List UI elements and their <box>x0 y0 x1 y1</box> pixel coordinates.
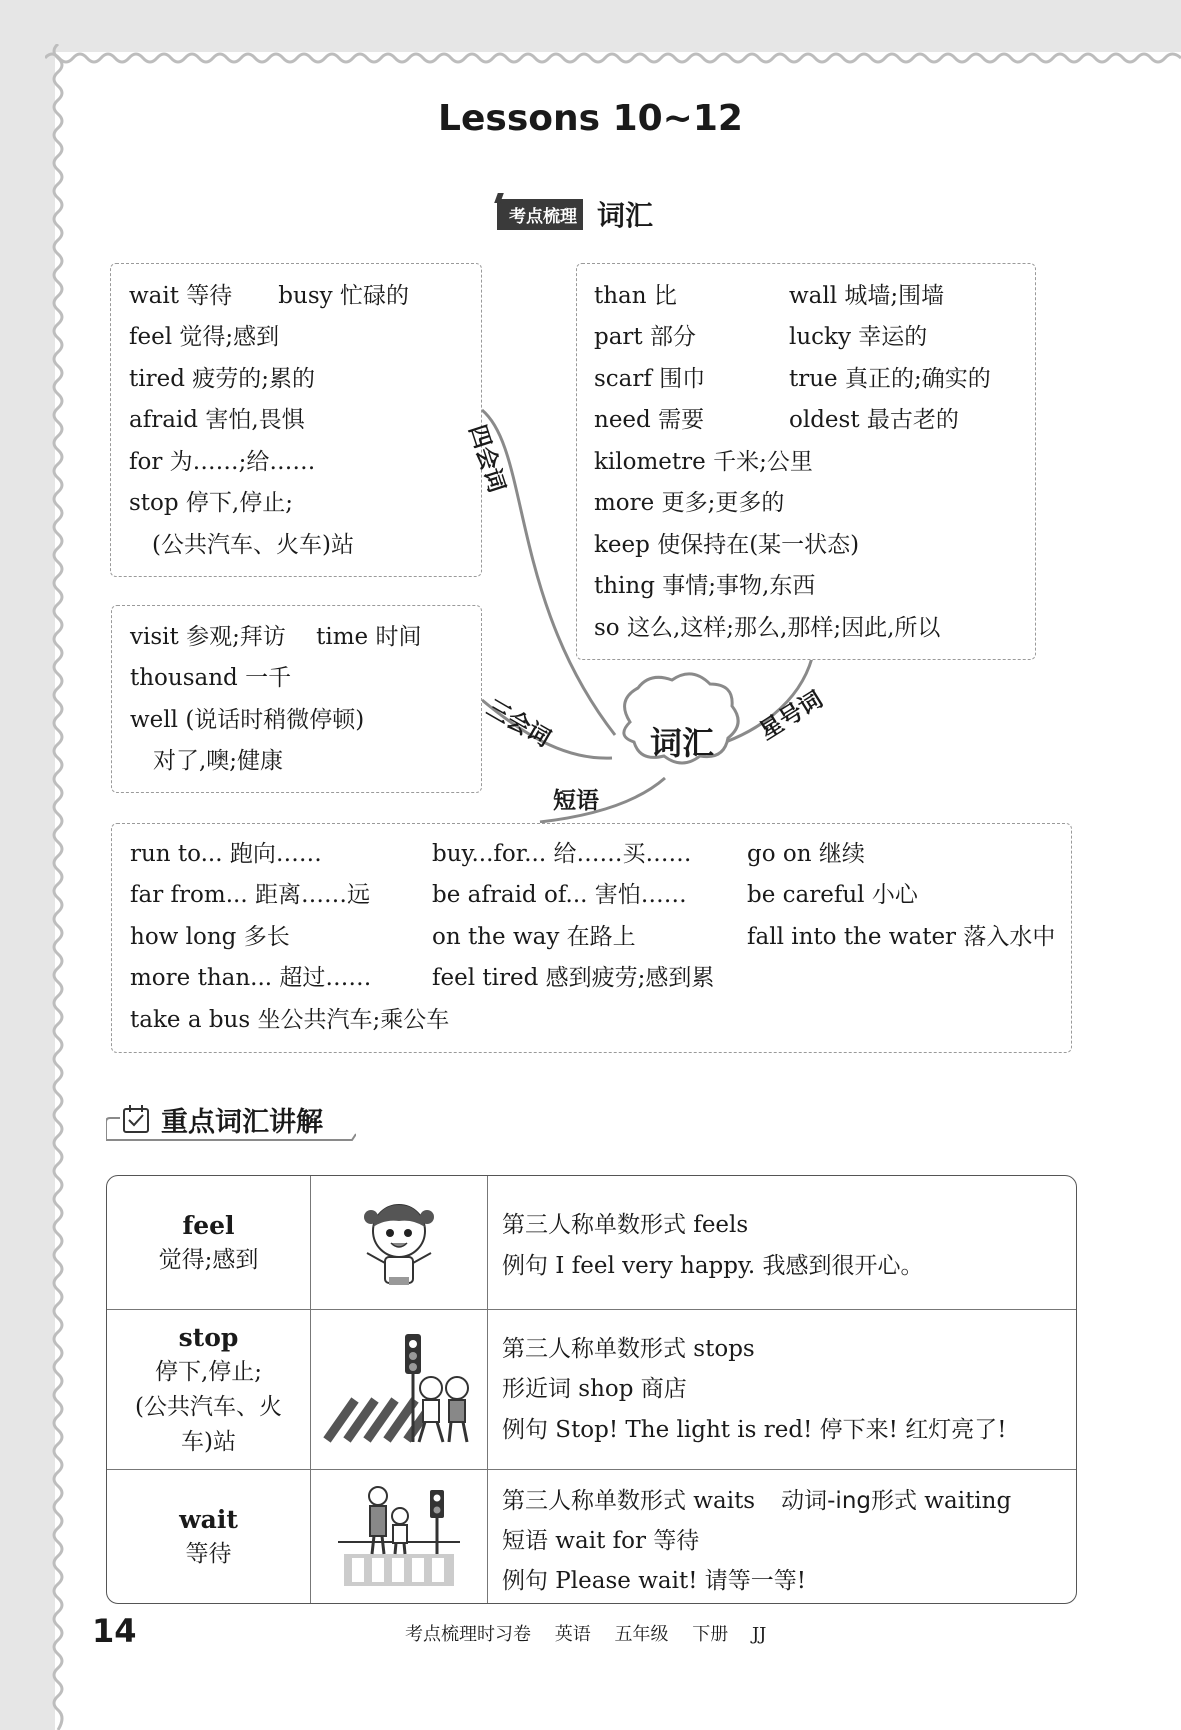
vocab-line: more 更多;更多的 <box>594 490 785 516</box>
vocab-line: thing 事情;事物,东西 <box>594 573 816 599</box>
info-line <box>502 1482 1011 1515</box>
word-cell <box>107 1310 311 1469</box>
footer-edition: JJ <box>751 1624 767 1645</box>
info-text: Please wait! 请等一等! <box>548 1568 806 1594</box>
girl-feeling-happy-illustration <box>349 1193 449 1293</box>
info-text: stops <box>686 1336 755 1362</box>
word-meaning: 停下,停止; <box>154 1358 263 1385</box>
info-label: 例句 <box>502 1568 548 1594</box>
word-cell <box>107 1470 311 1603</box>
vocab-line: lucky 幸运的 <box>789 324 928 350</box>
word-meaning: 等待 <box>185 1540 232 1567</box>
vocab-line: afraid 害怕,畏惧 <box>129 407 305 433</box>
info-text: waiting <box>917 1488 1012 1514</box>
vocab-line: wall 城墙;围墙 <box>789 283 945 309</box>
branch-label-four-skill: 四会词 <box>463 421 510 496</box>
info-label: 第三人称单数形式 <box>502 1336 686 1362</box>
phrase-line: on the way 在路上 <box>432 924 636 950</box>
vocab-line: visit 参观;拜访 time 时间 <box>130 624 422 650</box>
vocab-line: wait 等待 busy 忙碌的 <box>129 283 409 309</box>
branch-label-star: 星号词 <box>755 686 828 746</box>
vocab-line: well (说话时稍微停顿) <box>130 707 365 733</box>
info-label: 短语 <box>502 1528 548 1554</box>
info-cell <box>502 1310 1072 1469</box>
word-english: feel <box>182 1210 235 1240</box>
section-badge: 考点梳理 <box>497 199 583 230</box>
footer-info <box>405 1620 784 1646</box>
vocab-line: 对了,噢;健康 <box>130 748 284 774</box>
crosswalk-traffic-light-illustration <box>319 1330 479 1450</box>
vocab-line: (公共汽车、火车)站 <box>129 532 354 558</box>
picture-cell <box>311 1176 488 1309</box>
word-meaning: 车)站 <box>181 1428 236 1455</box>
vocab-line: so 这么,这样;那么,那样;因此,所以 <box>594 615 941 641</box>
vocab-row-feel <box>107 1176 1076 1310</box>
phrase-line: more than... 超过…… <box>130 965 372 991</box>
page-title: Lessons 10~12 <box>438 98 743 139</box>
phrase-line: feel tired 感到疲劳;感到累 <box>432 965 715 991</box>
word-english: stop <box>178 1322 239 1352</box>
info-line <box>502 1370 687 1403</box>
picture-cell <box>311 1470 488 1603</box>
phrase-line: be afraid of... 害怕…… <box>432 882 687 908</box>
phrase-line: far from... 距离……远 <box>130 882 370 908</box>
footer-grade: 五年级 <box>614 1624 669 1645</box>
info-line <box>502 1411 1006 1444</box>
branch-label-three-skill: 三会词 <box>482 695 555 753</box>
vocab-line: stop 停下,停止; <box>129 490 293 516</box>
footer-subject: 英语 <box>554 1624 591 1645</box>
box-four-skill-words <box>110 263 482 577</box>
vocab-line: keep 使保持在(某一状态) <box>594 532 860 558</box>
info-text: wait for 等待 <box>548 1528 700 1554</box>
footer-book: 考点梳理时习卷 <box>405 1624 531 1645</box>
vocab-line: true 真正的;确实的 <box>789 366 991 392</box>
calendar-check-icon <box>122 1104 150 1134</box>
info-text: shop 商店 <box>571 1376 687 1402</box>
vocab-line: need 需要 <box>594 407 705 433</box>
info-line <box>502 1206 748 1239</box>
vocab-row-stop <box>107 1310 1076 1470</box>
vocab-line: thousand 一千 <box>130 665 292 691</box>
info-cell <box>502 1470 1072 1603</box>
info-text: waits <box>686 1488 756 1514</box>
info-line <box>502 1522 699 1555</box>
phrase-line: run to... 跑向…… <box>130 841 322 867</box>
picture-cell <box>311 1310 488 1469</box>
mindmap-center: 词汇 <box>649 724 714 762</box>
vocab-line: kilometre 千米;公里 <box>594 449 813 475</box>
info-label: 例句 <box>502 1253 548 1279</box>
box-three-skill-words <box>111 605 482 793</box>
phrase-line: take a bus 坐公共汽车;乘公车 <box>130 1007 450 1033</box>
info-label: 第三人称单数形式 <box>502 1488 686 1514</box>
page-number: 14 <box>92 1612 137 1650</box>
vocab-row-wait <box>107 1470 1076 1603</box>
word-meaning: (公共汽车、火 <box>135 1393 282 1420</box>
info-text: I feel very happy. 我感到很开心。 <box>548 1253 924 1279</box>
section-key-vocab-title: 重点词汇讲解 <box>161 1107 323 1138</box>
vocab-line: for 为……;给…… <box>129 449 316 475</box>
word-english: wait <box>179 1504 238 1534</box>
info-text: feels <box>686 1212 749 1238</box>
phrase-line: fall into the water 落入水中 <box>747 924 1056 950</box>
info-line <box>502 1330 755 1363</box>
info-label: 第三人称单数形式 <box>502 1212 686 1238</box>
vocab-table <box>106 1175 1077 1604</box>
phrase-line: be careful 小心 <box>747 882 918 908</box>
info-line <box>502 1562 806 1595</box>
info-label: 动词-ing形式 <box>781 1488 917 1514</box>
vocab-line: oldest 最古老的 <box>789 407 959 433</box>
section-title: 词汇 <box>597 199 654 232</box>
phrase-line: how long 多长 <box>130 924 290 950</box>
info-line <box>502 1247 924 1280</box>
box-phrases <box>111 823 1072 1053</box>
footer-volume: 下册 <box>692 1624 729 1645</box>
info-label: 例句 <box>502 1417 548 1443</box>
waiting-at-crossing-illustration <box>334 1482 464 1592</box>
phrase-line: go on 继续 <box>747 841 865 867</box>
word-cell <box>107 1176 311 1309</box>
branch-label-phrase: 短语 <box>553 788 599 814</box>
word-meaning: 觉得;感到 <box>158 1246 259 1273</box>
vocab-line: feel 觉得;感到 <box>129 324 280 350</box>
info-label: 形近词 <box>502 1376 571 1402</box>
phrase-line: buy...for... 给……买…… <box>432 841 692 867</box>
info-cell <box>502 1176 1072 1309</box>
section-key-vocab-header <box>106 1100 356 1144</box>
info-text: Stop! The light is red! 停下来! 红灯亮了! <box>548 1417 1007 1443</box>
vocab-line: part 部分 <box>594 324 696 350</box>
vocab-line: tired 疲劳的;累的 <box>129 366 315 392</box>
vocab-line: than 比 <box>594 283 677 309</box>
box-star-words <box>576 263 1036 660</box>
vocab-line: scarf 围巾 <box>594 366 706 392</box>
